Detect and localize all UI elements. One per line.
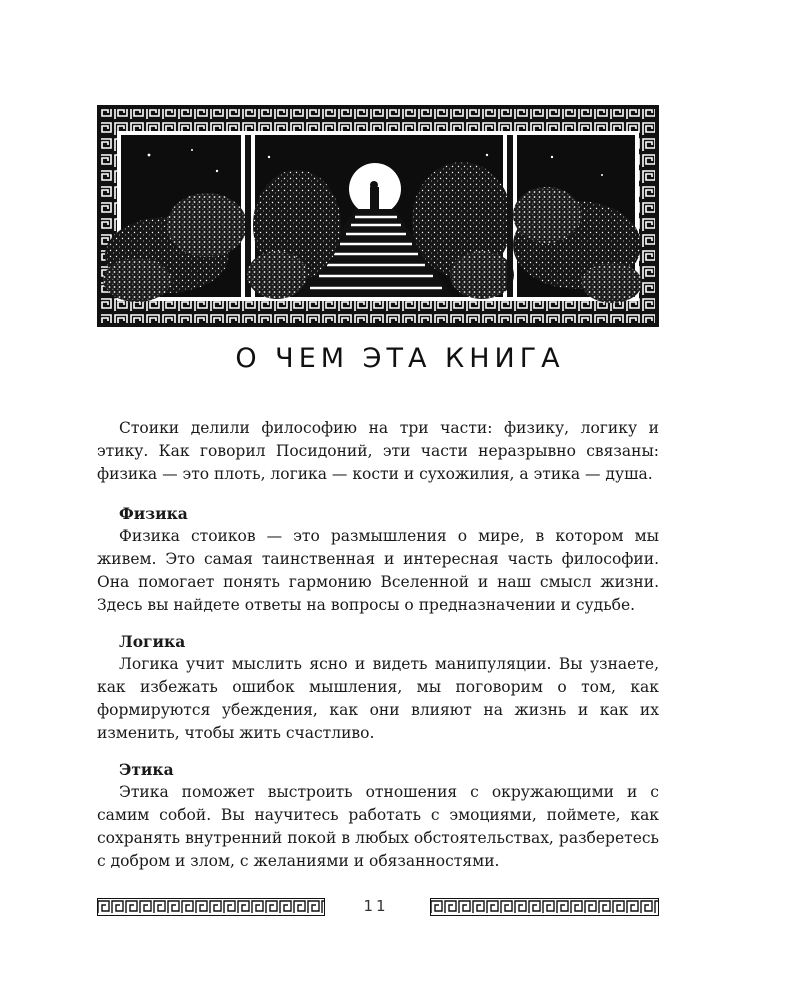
footer-border-left bbox=[97, 898, 325, 916]
center-panel bbox=[247, 135, 514, 299]
header-illustration-banner bbox=[97, 105, 659, 327]
section-heading-ethics: Этика bbox=[119, 760, 174, 779]
footer-border-right bbox=[430, 898, 659, 916]
section-text-logic: Логика учит мыслить ясно и видеть манипуляции. Вы узнаете, как избежать ошибок мышления, мы поговорим о том, как формируются убеждения, как они влияют на жизнь и как их изменить, чтобы жить счастливо. bbox=[97, 655, 659, 742]
section-heading-logic: Логика bbox=[119, 632, 186, 651]
section-physics bbox=[97, 502, 659, 617]
page-title: О ЧЕМ ЭТА КНИГА bbox=[235, 343, 565, 374]
intro-text: Стоики делили философию на три части: физику, логику и этику. Как говорил Посидоний, эти части неразрывно связаны: физика — это плоть, логика — кости и сухожилия, а этика — душа. bbox=[97, 419, 659, 483]
section-heading-physics: Физика bbox=[119, 504, 188, 523]
page-number: 11 bbox=[363, 897, 389, 915]
section-text-ethics: Этика поможет выстроить отношения с окружающими и с самим собой. Вы научитесь работать с эмоциями, поймете, как сохранять внутренний покой в любых обстоятельствах, разберетесь с добром и злом, с желаниями и обязанностями. bbox=[97, 783, 659, 870]
section-logic bbox=[97, 630, 659, 745]
section-text-physics: Физика стоиков — это размышления о мире, в котором мы живем. Это самая таинственная и интересная часть философии. Она помогает понять гармонию Вселенной и наш смысл жизни. Здесь вы найдете ответы на вопросы о предназначении и судьбе. bbox=[97, 527, 659, 614]
intro-paragraph bbox=[97, 417, 659, 486]
section-ethics bbox=[97, 758, 659, 873]
left-panel bbox=[103, 135, 247, 302]
right-panel bbox=[513, 135, 642, 303]
